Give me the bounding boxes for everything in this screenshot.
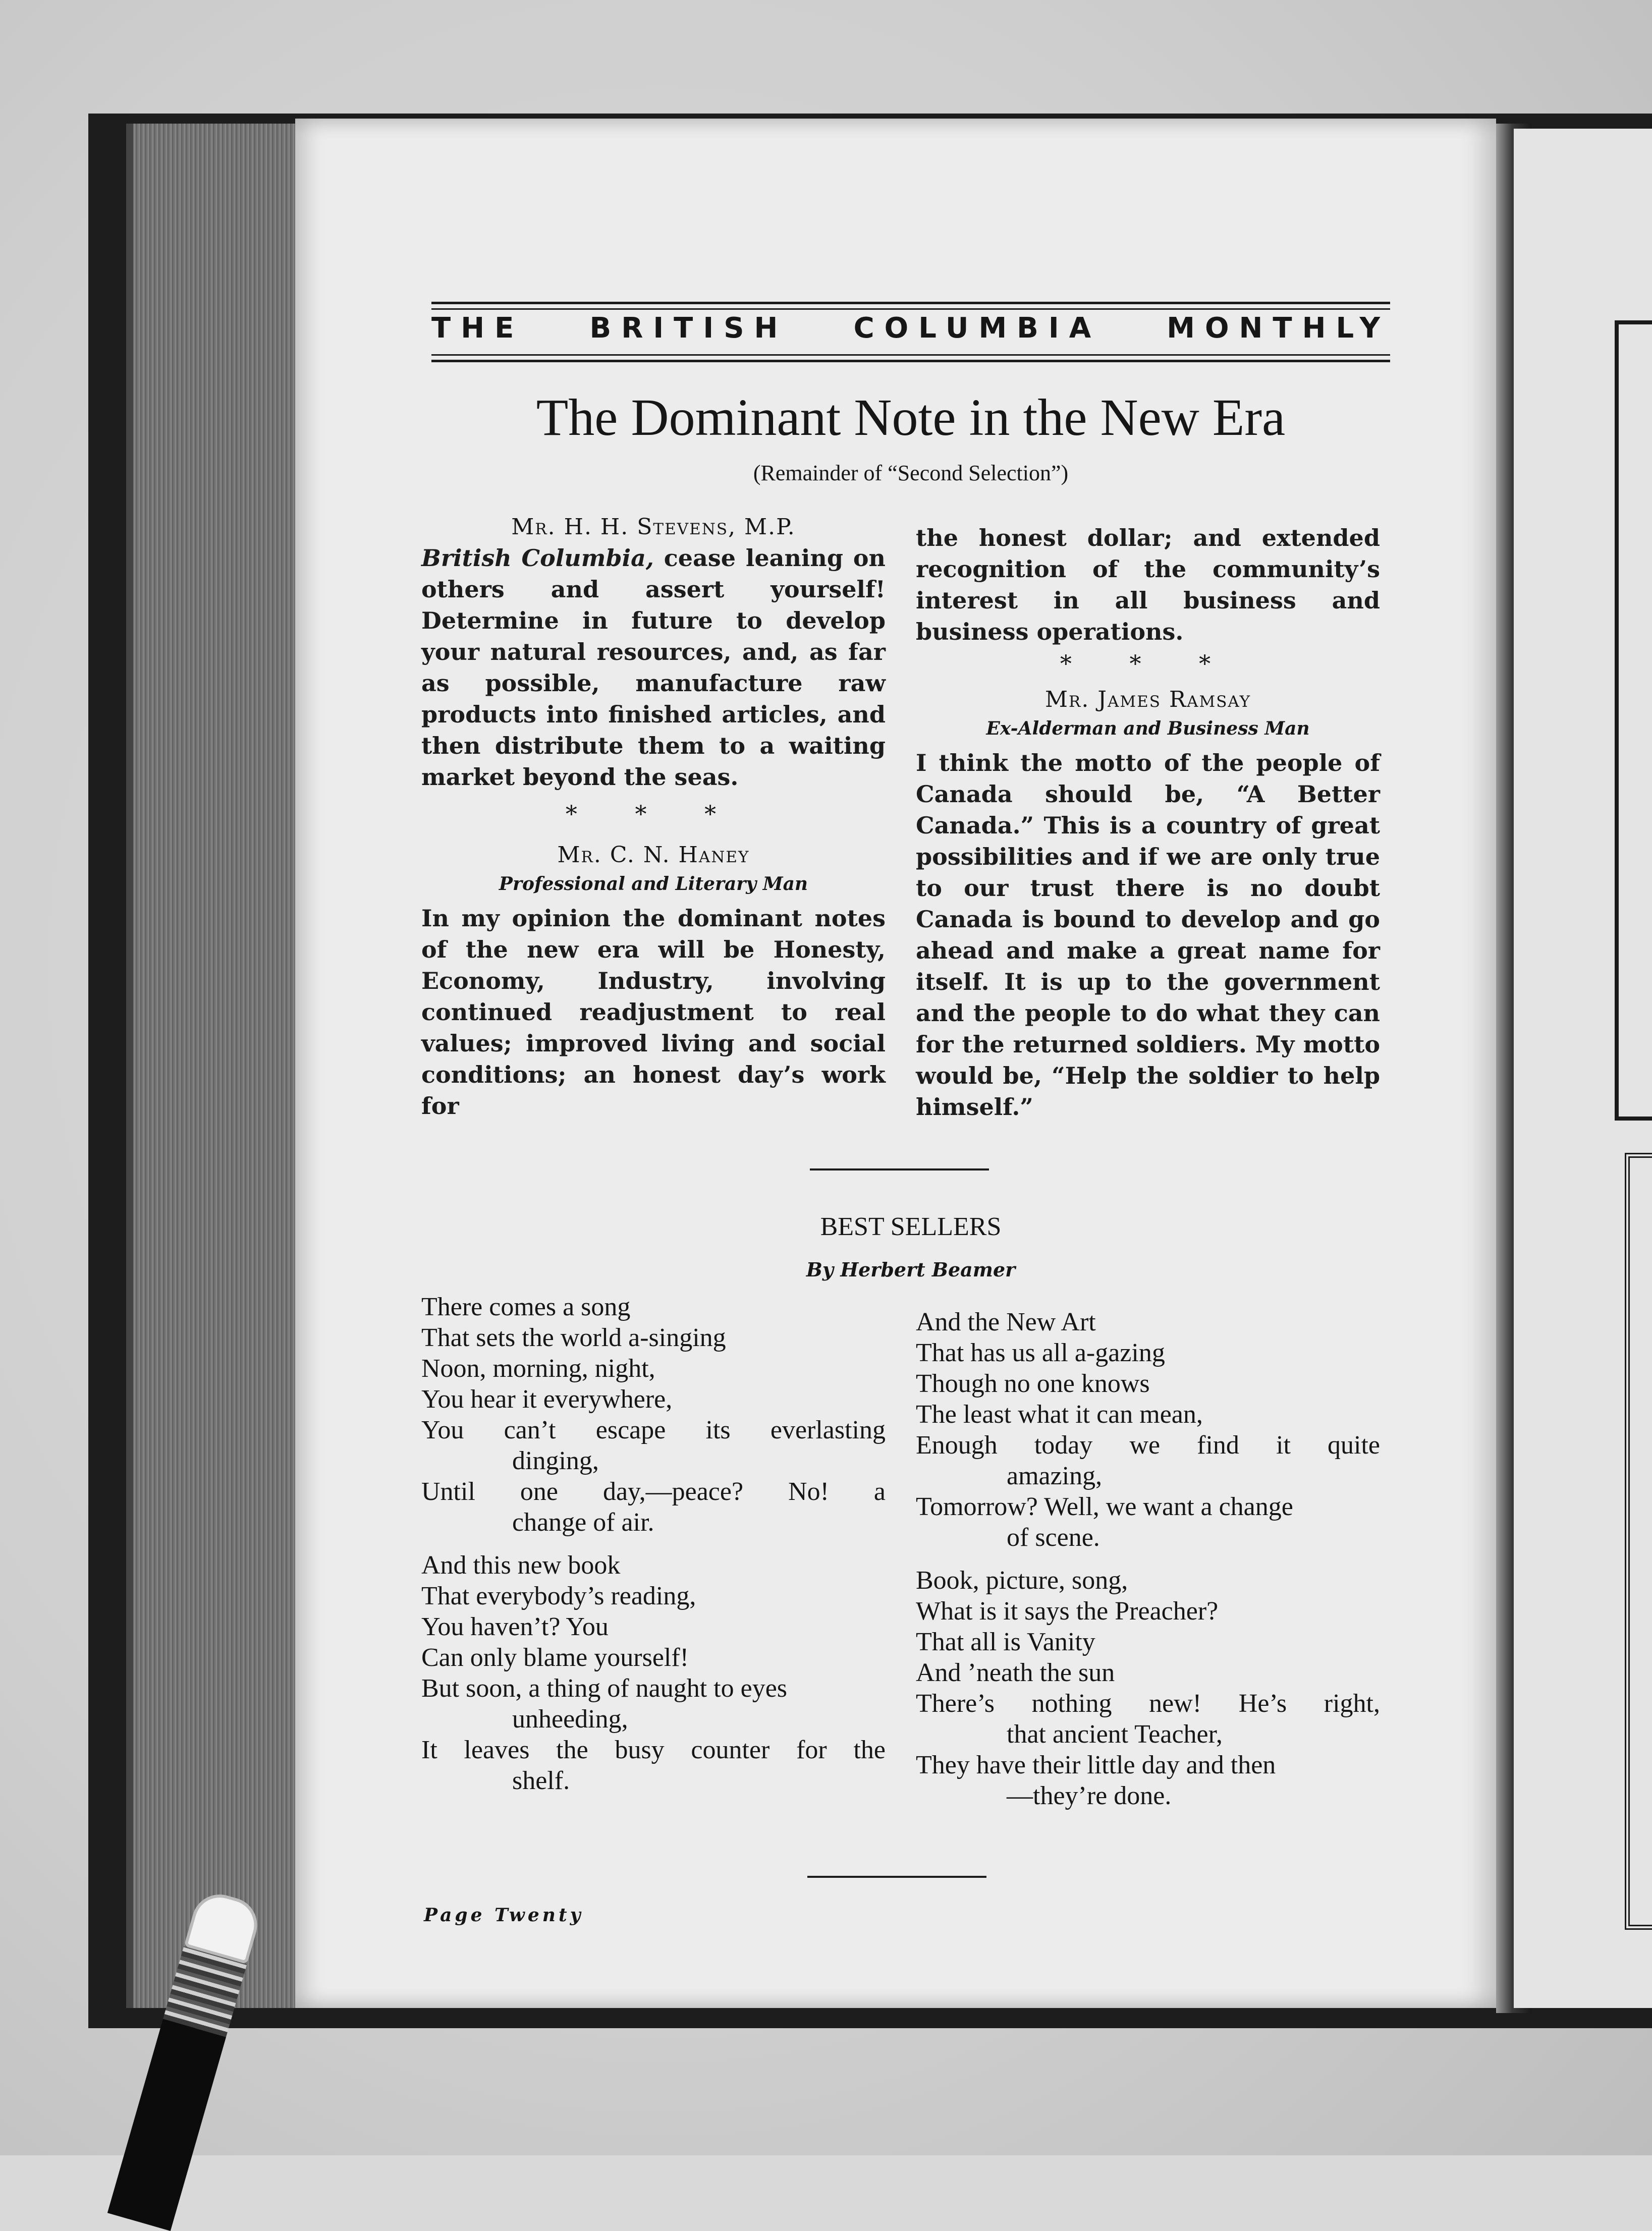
section-rule: [807, 1876, 986, 1878]
statement-lead: British Columbia,: [421, 544, 654, 572]
poem-line: What is it says the Preacher?: [916, 1597, 1219, 1626]
poem-line: And the New Art: [916, 1308, 1096, 1336]
poem-stanza: [421, 1550, 886, 1796]
poem-line: shelf.: [512, 1766, 570, 1795]
poem-line: —they’re done.: [1007, 1781, 1172, 1810]
poem-line: Until one day,—peace? No! a: [421, 1477, 886, 1506]
speaker-name: Mr. H. H. Stevens, M.P.: [511, 514, 796, 540]
masthead-word: COLUMBIA: [853, 312, 1102, 345]
masthead-word: THE: [431, 312, 524, 345]
poem-line: There’s nothing new! He’s right,: [916, 1689, 1380, 1718]
page-number-label: Page Twenty: [424, 1905, 584, 1926]
article-left-column: [421, 512, 886, 1122]
poem-line: It leaves the busy counter for the: [421, 1736, 886, 1764]
poem-line: amazing,: [1007, 1462, 1103, 1490]
poem-line: You haven’t? You: [421, 1612, 609, 1641]
poem-line: They have their little day and then: [916, 1751, 1276, 1779]
article-title: The Dominant Note in the New Era: [536, 388, 1286, 447]
poem-line: You can’t escape its everlasting: [421, 1416, 886, 1444]
poem-line: And ’neath the sun: [916, 1658, 1115, 1687]
poem-line: And this new book: [421, 1551, 621, 1580]
poem-line: Noon, morning, night,: [421, 1354, 655, 1383]
poem-line: that ancient Teacher,: [1007, 1720, 1223, 1749]
poem-line: unheeding,: [512, 1705, 628, 1734]
masthead-rule-bottom: [431, 354, 1390, 362]
poem-line: Tomorrow? Well, we want a change: [916, 1492, 1293, 1521]
poem-stanza: [916, 1565, 1380, 1811]
poem-line: Can only blame yourself!: [421, 1643, 689, 1672]
poem-line: Enough today we find it quite: [916, 1431, 1380, 1460]
poem-left-column: [421, 1292, 886, 1808]
poem-title: BEST SELLERS: [820, 1212, 1002, 1241]
poem-line: The least what it can mean,: [916, 1400, 1203, 1429]
article-right-column: [916, 522, 1380, 1123]
statement-continuation: the honest dollar; and extended recognition of the community’s interest in all business and business operations.: [916, 524, 1380, 645]
poem-line: of scene.: [1007, 1523, 1100, 1552]
poem-line: You hear it everywhere,: [421, 1385, 673, 1414]
poem-stanza: [916, 1307, 1380, 1553]
speaker-name: Mr. C. N. Haney: [557, 842, 750, 868]
poem-stanza: [421, 1292, 886, 1538]
speaker-statement: In my opinion the dominant notes of the new era will be Honesty, Economy, Industry, involving continued readjustment to real values; improved living and social conditions; an honest day’s work for: [421, 905, 886, 1120]
section-divider-stars: * * *: [565, 800, 742, 827]
poem-line: dinging,: [512, 1446, 599, 1475]
poem-right-column: [916, 1307, 1380, 1823]
statement-text: cease leaning on others and assert yourself! Determine in future to develop your natural resources, and, as far as possible, manufacture raw products into finished articles, and then distribute them to a waiting market beyond the seas.: [421, 544, 886, 791]
facing-page: [1514, 129, 1652, 2008]
masthead-word: MONTHLY: [1167, 312, 1390, 345]
speaker-name: Mr. James Ramsay: [1044, 687, 1251, 712]
speaker-statement: I think the motto of the people of Canada should be, “A Better Canada.” This is a country of great possibilities and if we are only true to our trust there is no doubt Canada is bound to develop and go ahead and make a great name for itself. It is up to the government and the people to do what they can for the returned soldiers. My motto would be, “Help the soldier to help himself.”: [916, 749, 1380, 1121]
poem-line: change of air.: [512, 1508, 654, 1537]
poem-author: By Herbert Beamer: [806, 1258, 1016, 1281]
speaker-statement: [421, 542, 886, 793]
section-rule: [810, 1168, 989, 1170]
speaker-role: Ex-Alderman and Business Man: [986, 718, 1310, 739]
poem-line: That all is Vanity: [916, 1628, 1095, 1656]
poem-line: There comes a song: [421, 1293, 631, 1321]
page-edges: [126, 124, 305, 2008]
masthead-word: BRITISH: [589, 312, 788, 345]
poem-line: That has us all a-gazing: [916, 1338, 1165, 1367]
masthead: [431, 312, 1390, 345]
speaker-role: Professional and Literary Man: [499, 873, 808, 895]
section-divider-stars: * * *: [1060, 650, 1236, 677]
poem-line: But soon, a thing of naught to eyes: [421, 1674, 788, 1703]
article-subtitle: (Remainder of “Second Selection”): [753, 461, 1069, 485]
poem-line: Though no one knows: [916, 1369, 1150, 1398]
facing-page-frame: [1615, 320, 1652, 1121]
poem-line: That sets the world a-singing: [421, 1323, 726, 1352]
poem-line: Book, picture, song,: [916, 1566, 1128, 1595]
facing-page-frame: [1625, 1153, 1652, 1930]
poem-line: That everybody’s reading,: [421, 1582, 696, 1610]
masthead-rule-top: [431, 302, 1390, 310]
